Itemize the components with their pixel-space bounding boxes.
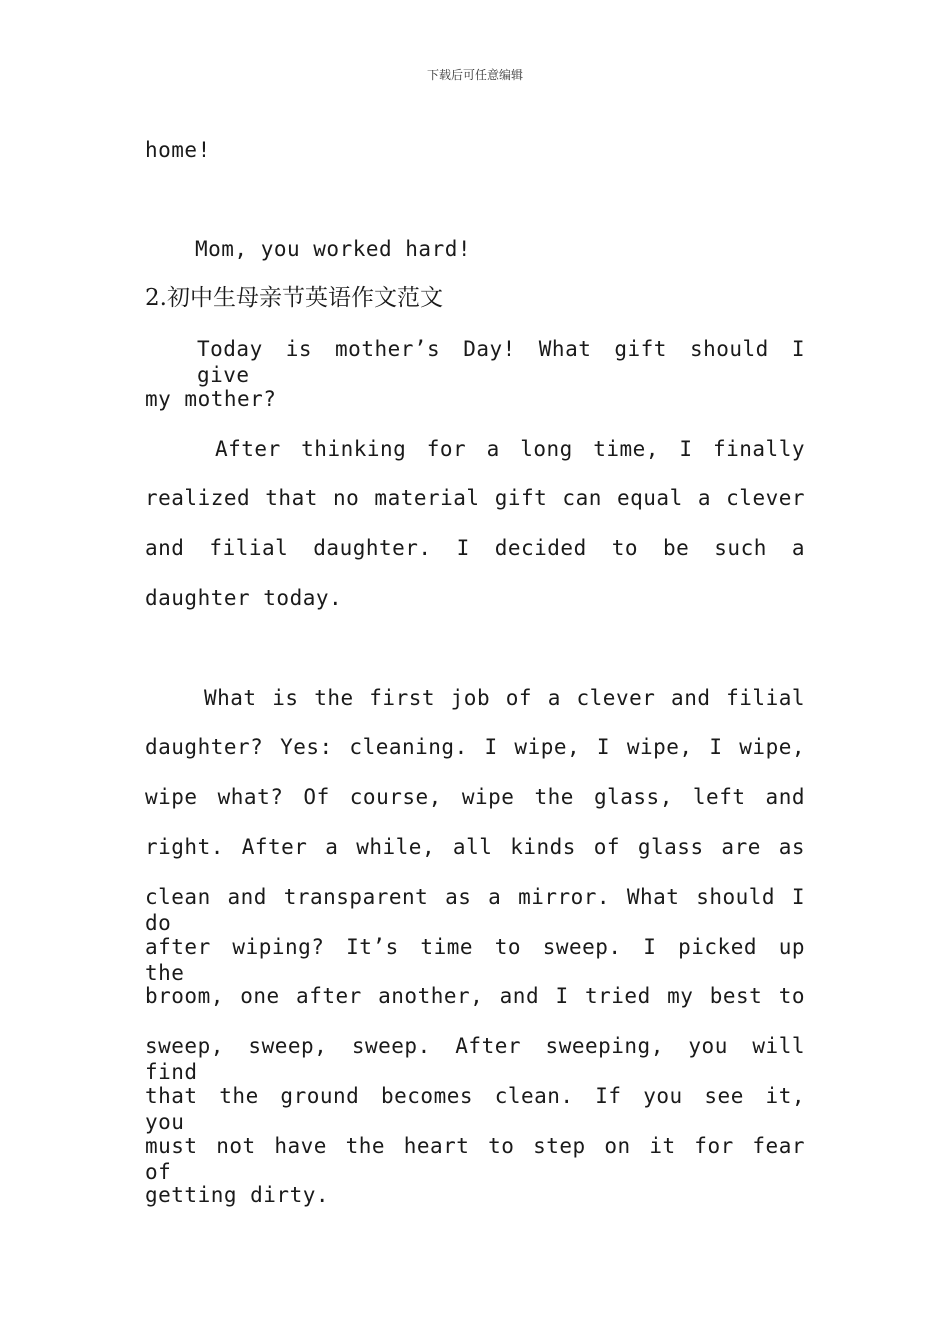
text-line: After thinking for a long time, I finally	[215, 437, 805, 461]
text-line: wipe what? Of course, wipe the glass, left and	[145, 785, 805, 809]
text-line: must not have the heart to step on it for fear of	[145, 1134, 805, 1184]
text-line: daughter? Yes: cleaning. I wipe, I wipe, I wipe,	[145, 735, 805, 759]
text-line: my mother?	[145, 387, 277, 411]
text-line: realized that no material gift can equal a clever	[145, 486, 806, 510]
page-header: 下载后可任意编辑	[426, 68, 523, 82]
text-line: broom, one after another, and I tried my best to	[145, 984, 805, 1008]
text-line: and filial daughter. I decided to be such a	[145, 536, 805, 560]
text-line: getting dirty.	[145, 1183, 330, 1207]
section-heading: 2.初中生母亲节英语作文范文	[145, 285, 443, 311]
text-line: sweep, sweep, sweep. After sweeping, you will find	[145, 1034, 805, 1084]
text-line: home!	[145, 138, 211, 162]
text-line: daughter today.	[145, 586, 343, 610]
text-line: clean and transparent as a mirror. What should I do	[145, 885, 805, 935]
text-line: right. After a while, all kinds of glass are as	[145, 835, 805, 859]
text-line: Today is mother’s Day! What gift should I give	[197, 337, 805, 387]
text-line: that the ground becomes clean. If you see it, you	[145, 1084, 805, 1134]
text-line: Mom, you worked hard!	[195, 237, 472, 261]
text-line: What is the first job of a clever and filial	[204, 686, 805, 710]
text-line: after wiping? It’s time to sweep. I picked up the	[145, 935, 805, 985]
